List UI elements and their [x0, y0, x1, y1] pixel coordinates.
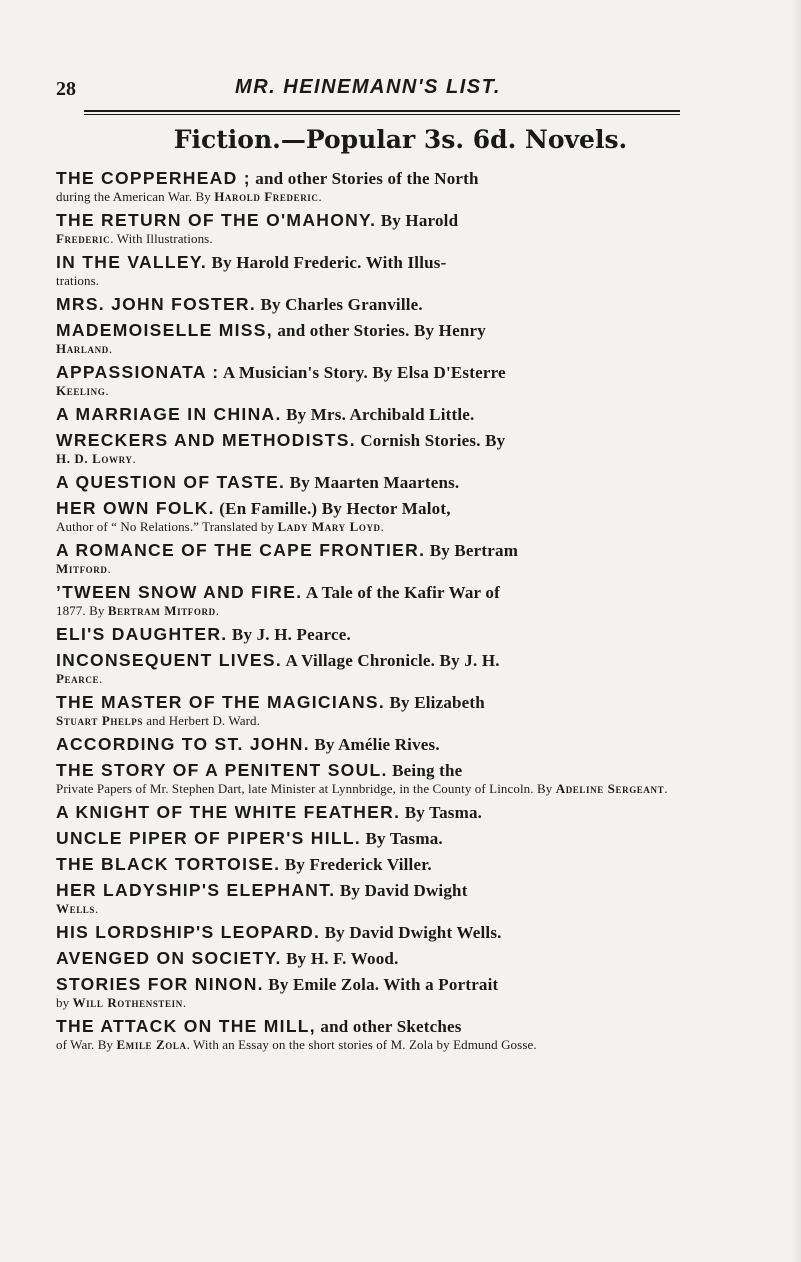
book-description: By Amélie Rives. — [314, 735, 440, 754]
book-entry-line — [56, 922, 692, 943]
book-detail-text: . — [107, 561, 111, 576]
book-detail-text: . With Illustrations. — [110, 231, 213, 246]
book-entry-line — [56, 854, 692, 875]
book-description: (En Famille.) By Hector Malot, — [219, 499, 451, 518]
book-entry-line — [56, 540, 692, 561]
book-author: Mitford — [56, 561, 108, 576]
book-entry — [56, 210, 692, 247]
book-list — [56, 168, 692, 1058]
book-entry-line — [56, 650, 692, 671]
book-title: THE RETURN OF THE O'MAHONY. — [56, 210, 377, 230]
book-entry-line — [56, 168, 692, 189]
book-detail-text: . — [664, 781, 668, 796]
book-author: Emile Zola — [116, 1037, 187, 1052]
book-title: AVENGED ON SOCIETY. — [56, 948, 282, 968]
book-title: ’TWEEN SNOW AND FIRE. — [56, 582, 303, 602]
book-description: By Harold — [380, 211, 459, 230]
book-title: STORIES FOR NINON. — [56, 974, 264, 994]
book-entry — [56, 828, 692, 849]
book-detail-text: . — [105, 383, 109, 398]
book-title: WRECKERS AND METHODISTS. — [56, 430, 356, 450]
book-entry — [56, 734, 692, 755]
book-entry-line — [56, 582, 692, 603]
book-description: By H. F. Wood. — [286, 949, 399, 968]
book-entry — [56, 540, 692, 577]
book-author: H. D. Lowry — [56, 451, 133, 466]
book-detail — [56, 451, 692, 467]
book-detail-text: Private Papers of Mr. Stephen Dart, late Minister at Lynnbridge, in the County of Lincoln. By — [56, 781, 556, 796]
book-description: By Tasma. — [404, 803, 483, 822]
book-entry-line — [56, 734, 692, 755]
book-description: By David Dwight Wells. — [324, 923, 502, 942]
book-entry — [56, 472, 692, 493]
book-author: Bertram Mitford — [107, 603, 216, 618]
book-entry-line — [56, 430, 692, 451]
book-title: IN THE VALLEY. — [56, 252, 208, 272]
book-entry — [56, 922, 692, 943]
book-detail — [56, 901, 692, 917]
book-title: A QUESTION OF TASTE. — [56, 472, 286, 492]
book-detail — [56, 781, 692, 797]
book-title: THE MASTER OF THE MAGICIANS. — [56, 692, 386, 712]
book-entry-line — [56, 1016, 692, 1037]
book-entry — [56, 1016, 692, 1053]
book-description: By Mrs. Archibald Little. — [286, 405, 475, 424]
book-description: By Maarten Maartens. — [289, 473, 460, 492]
book-entry-line — [56, 294, 692, 315]
book-entry-line — [56, 948, 692, 969]
book-detail-text: . — [95, 901, 99, 916]
book-author: Harland — [56, 341, 109, 356]
book-title: MRS. JOHN FOSTER. — [56, 294, 257, 314]
book-entry-line — [56, 404, 692, 425]
book-author: Keeling — [56, 383, 106, 398]
book-entry — [56, 650, 692, 687]
book-description: By Bertram — [429, 541, 519, 560]
book-detail-text: by — [56, 995, 73, 1010]
book-detail — [56, 341, 692, 357]
book-detail — [56, 671, 692, 687]
book-description: By David Dwight — [339, 881, 468, 900]
book-entry — [56, 974, 692, 1011]
book-entry-line — [56, 624, 692, 645]
book-detail-text: . — [318, 189, 322, 204]
page-header — [56, 72, 680, 108]
book-detail-text: 1877. By — [56, 603, 108, 618]
book-entry-line — [56, 252, 692, 273]
book-detail — [56, 1037, 692, 1053]
book-entry — [56, 404, 692, 425]
header-rule-thick — [84, 110, 680, 112]
book-entry-line — [56, 828, 692, 849]
book-entry-line — [56, 210, 692, 231]
book-entry — [56, 498, 692, 535]
book-title: ACCORDING TO ST. JOHN. — [56, 734, 310, 754]
book-author: Will Rothenstein — [72, 995, 183, 1010]
book-title: THE STORY OF A PENITENT SOUL. — [56, 760, 388, 780]
book-entry-line — [56, 498, 692, 519]
book-detail-text: of War. By — [56, 1037, 117, 1052]
book-author: Wells — [56, 901, 96, 916]
book-title: HER LADYSHIP'S ELEPHANT. — [56, 880, 336, 900]
book-entry-line — [56, 802, 692, 823]
section-heading: Fiction.—Popular 3s. 6d. Novels. — [173, 125, 628, 154]
book-title: APPASSIONATA : — [56, 362, 220, 382]
book-description: By Elizabeth — [389, 693, 485, 712]
book-detail-text: and Herbert D. Ward. — [142, 713, 260, 728]
book-detail — [56, 713, 692, 729]
book-entry-line — [56, 692, 692, 713]
book-title: THE ATTACK ON THE MILL, — [56, 1016, 316, 1036]
book-detail-text: during the American War. By — [56, 189, 215, 204]
book-author: Frederic — [56, 231, 111, 246]
book-title: THE COPPERHEAD ; — [56, 168, 251, 188]
book-detail — [56, 273, 692, 289]
book-detail-text: Author of “ No Relations.” Translated by — [56, 519, 278, 534]
book-entry — [56, 624, 692, 645]
book-description: Cornish Stories. By — [360, 431, 506, 450]
book-entry — [56, 320, 692, 357]
book-author: Lady Mary Loyd — [277, 519, 381, 534]
book-detail — [56, 383, 692, 399]
book-entry — [56, 362, 692, 399]
page-number: 28 — [56, 78, 76, 100]
book-author: Stuart Phelps — [56, 713, 143, 728]
book-description: and other Stories of the North — [255, 169, 479, 188]
book-detail-text: . With an Essay on the short stories of M. Zola by Edmund Gosse. — [186, 1037, 537, 1052]
book-author: Adeline Sergeant — [555, 781, 665, 796]
book-description: Being the — [392, 761, 463, 780]
book-description: By Harold Frederic. With Illus- — [211, 253, 447, 272]
book-entry — [56, 854, 692, 875]
book-detail — [56, 603, 692, 619]
running-title: MR. HEINEMANN'S LIST. — [235, 76, 501, 98]
book-description: and other Sketches — [320, 1017, 462, 1036]
book-detail-text: . — [99, 671, 103, 686]
book-title: THE BLACK TORTOISE. — [56, 854, 281, 874]
book-description: By J. H. Pearce. — [231, 625, 351, 644]
book-detail-text: . — [108, 341, 113, 356]
book-entry-line — [56, 760, 692, 781]
book-entry — [56, 430, 692, 467]
book-entry — [56, 252, 692, 289]
book-entry — [56, 948, 692, 969]
book-description: By Charles Granville. — [260, 295, 423, 314]
book-entry-line — [56, 880, 692, 901]
book-description: A Tale of the Kafir War of — [305, 583, 500, 602]
book-description: By Tasma. — [365, 829, 443, 848]
book-entry — [56, 802, 692, 823]
book-title: INCONSEQUENT LIVES. — [56, 650, 282, 670]
book-author: Pearce — [56, 671, 100, 686]
book-title: A KNIGHT OF THE WHITE FEATHER. — [56, 802, 401, 822]
book-entry — [56, 294, 692, 315]
book-detail-text: . — [182, 995, 187, 1010]
book-entry-line — [56, 974, 692, 995]
book-entry — [56, 582, 692, 619]
book-title: HER OWN FOLK. — [56, 498, 215, 518]
book-description: and other Stories. By Henry — [277, 321, 486, 340]
page-edge-shadow — [791, 0, 801, 1262]
book-detail-text: . — [132, 451, 136, 466]
book-description: By Frederick Viller. — [284, 855, 432, 874]
book-entry — [56, 168, 692, 205]
book-detail-text: . — [380, 519, 385, 534]
header-rule-thin — [84, 114, 680, 115]
book-entry — [56, 692, 692, 729]
book-title: UNCLE PIPER OF PIPER'S HILL. — [56, 828, 362, 848]
book-detail — [56, 231, 692, 247]
book-detail — [56, 561, 692, 577]
book-entry — [56, 880, 692, 917]
book-author: Harold Frederic — [214, 189, 319, 204]
book-entry-line — [56, 362, 692, 383]
book-detail-text: . — [215, 603, 220, 618]
book-title: A ROMANCE OF THE CAPE FRONTIER. — [56, 540, 426, 560]
book-title: ELI'S DAUGHTER. — [56, 624, 228, 644]
book-title: A MARRIAGE IN CHINA. — [56, 404, 282, 424]
book-description: A Musician's Story. By Elsa D'Esterre — [222, 363, 506, 382]
book-detail-text: trations. — [56, 273, 100, 288]
book-detail — [56, 189, 692, 205]
book-title: MADEMOISELLE MISS, — [56, 320, 273, 340]
book-entry — [56, 760, 692, 797]
book-detail — [56, 519, 692, 535]
book-description: A Village Chronicle. By J. H. — [285, 651, 500, 670]
book-entry-line — [56, 472, 692, 493]
book-detail — [56, 995, 692, 1011]
book-entry-line — [56, 320, 692, 341]
book-description: By Emile Zola. With a Portrait — [268, 975, 499, 994]
book-title: HIS LORDSHIP'S LEOPARD. — [56, 922, 321, 942]
